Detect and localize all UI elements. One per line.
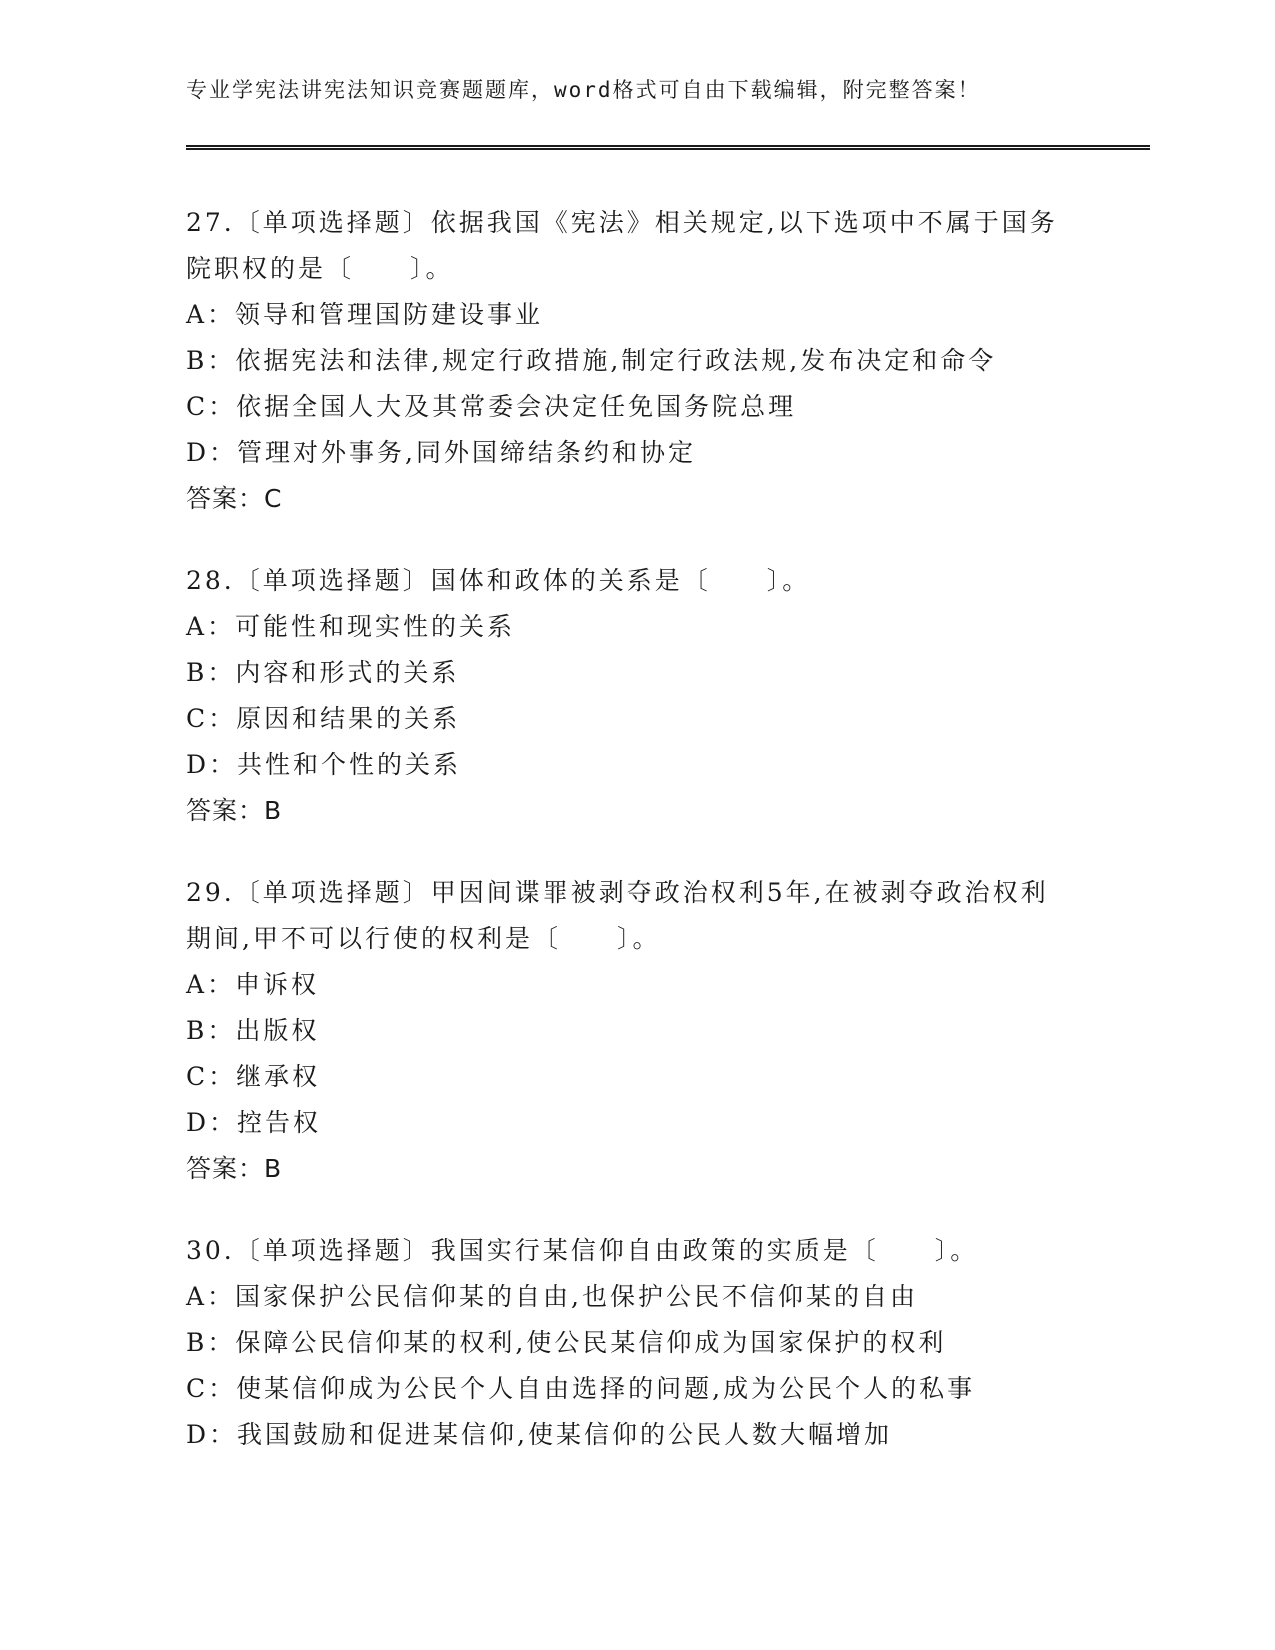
option-d: D：共性和个性的关系 (186, 750, 462, 779)
option-b: B：内容和形式的关系 (186, 658, 460, 687)
question-list (186, 200, 1066, 1494)
question-28 (186, 558, 1066, 834)
question-stem: 29.〔单项选择题〕甲因间谍罪被剥夺政治权利5年,在被剥夺政治权利期间,甲不可以行使的权利是〔 〕。 (186, 878, 1049, 953)
option-c: C：依据全国人大及其常委会决定任免国务院总理 (186, 392, 797, 421)
option-d: D：我国鼓励和促进某信仰,使某信仰的公民人数大幅增加 (186, 1420, 892, 1449)
option-c: C：原因和结果的关系 (186, 704, 461, 733)
question-stem: 30.〔单项选择题〕我国实行某信仰自由政策的实质是〔 〕。 (186, 1236, 979, 1265)
question-29 (186, 870, 1066, 1192)
question-30 (186, 1228, 1066, 1458)
question-27 (186, 200, 1066, 522)
option-a: A：国家保护公民信仰某的自由,也保护公民不信仰某的自由 (186, 1282, 919, 1311)
answer: 答案：B (186, 796, 283, 825)
question-stem: 27.〔单项选择题〕依据我国《宪法》相关规定,以下选项中不属于国务院职权的是〔 〕。 (186, 208, 1058, 283)
option-b: B：出版权 (186, 1016, 320, 1045)
option-b: B：依据宪法和法律,规定行政措施,制定行政法规,发布决定和命令 (186, 346, 997, 375)
question-stem: 28.〔单项选择题〕国体和政体的关系是〔 〕。 (186, 566, 811, 595)
option-d: D：管理对外事务,同外国缔结条约和协定 (186, 438, 696, 467)
option-c: C：继承权 (186, 1062, 321, 1091)
option-d: D：控告权 (186, 1108, 322, 1137)
option-a: A：可能性和现实性的关系 (186, 612, 516, 641)
answer: 答案：B (186, 1154, 283, 1183)
option-c: C：使某信仰成为公民个人自由选择的问题,成为公民个人的私事 (186, 1374, 976, 1403)
option-a: A：领导和管理国防建设事业 (186, 300, 544, 329)
option-a: A：申诉权 (186, 970, 320, 999)
header-divider (186, 145, 1150, 150)
page-header: 专业学宪法讲宪法知识竞赛题题库，word格式可自由下载编辑，附完整答案！ (186, 78, 981, 102)
option-b: B：保障公民信仰某的权利,使公民某信仰成为国家保护的权利 (186, 1328, 947, 1357)
answer: 答案：C (186, 484, 283, 513)
